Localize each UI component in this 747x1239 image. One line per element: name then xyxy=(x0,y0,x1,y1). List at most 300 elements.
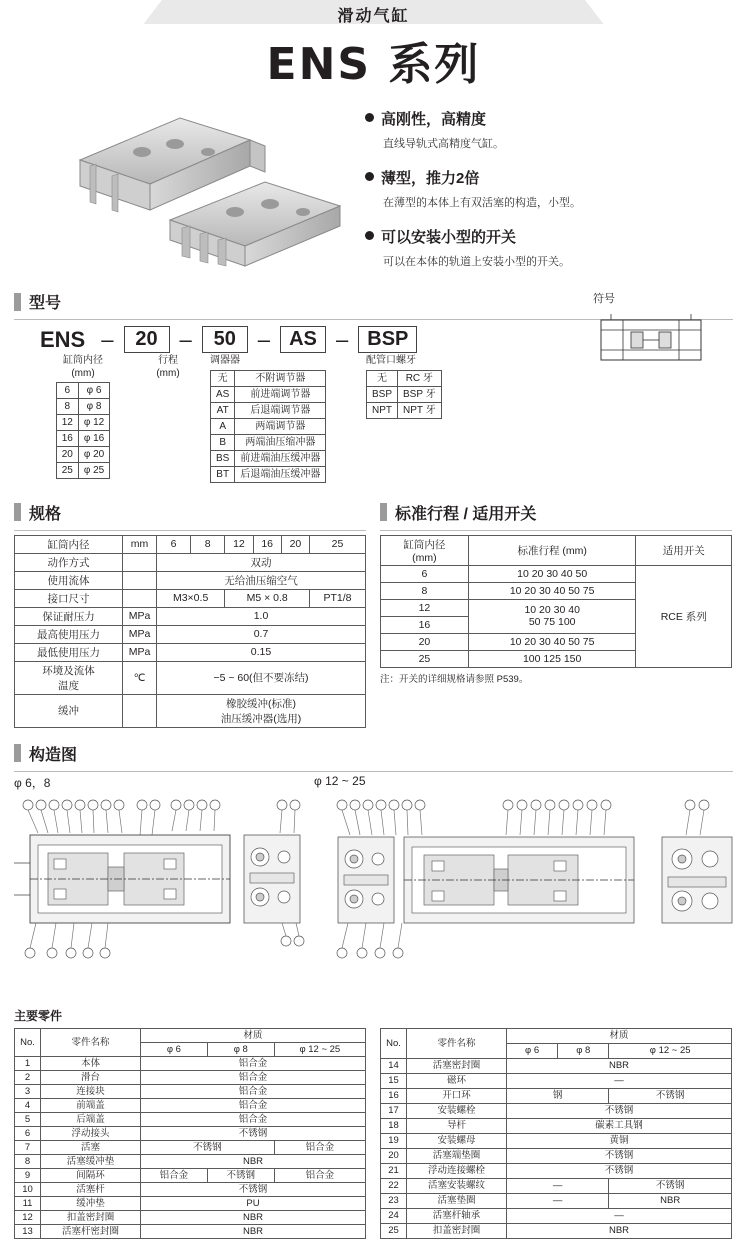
part-material: 不锈钢 xyxy=(507,1103,732,1118)
parts-row xyxy=(15,1070,366,1084)
dash: – xyxy=(179,326,192,352)
part-material: 铝合金 xyxy=(141,1168,208,1182)
stroke-bore: 6 xyxy=(381,565,469,582)
part-name: 浮动连接螺栓 xyxy=(407,1163,507,1178)
spec-value: 25 xyxy=(310,535,366,553)
adjuster-legend-head xyxy=(210,355,356,368)
bore-value: φ 20 xyxy=(78,447,109,463)
stroke-header-row xyxy=(381,535,732,565)
part-name: 活塞杆 xyxy=(41,1182,141,1196)
thread-table xyxy=(366,370,442,419)
part-no: 9 xyxy=(15,1168,41,1182)
adjuster-code: A xyxy=(211,418,235,434)
parts-header-row xyxy=(381,1028,732,1043)
part-no: 16 xyxy=(381,1088,407,1103)
thread-row xyxy=(367,386,442,402)
part-no: 7 xyxy=(15,1140,41,1154)
part-material: NBR xyxy=(141,1154,366,1168)
part-name: 活塞杆密封圈 xyxy=(41,1224,141,1238)
bore-code: 12 xyxy=(56,415,78,431)
spec-value: PT1/8 xyxy=(310,589,366,607)
bore-value: φ 12 xyxy=(78,415,109,431)
part-material: NBR xyxy=(507,1058,732,1073)
structure-drawings xyxy=(14,793,733,1003)
part-material: 不锈钢 xyxy=(609,1088,732,1103)
divider xyxy=(14,771,733,772)
stroke-legend-label: 行程 xyxy=(158,355,178,366)
part-name: 活塞安装螺纹 xyxy=(407,1178,507,1193)
bore-row xyxy=(56,399,110,415)
adjuster-row xyxy=(211,466,326,482)
part-name: 安装螺栓 xyxy=(407,1103,507,1118)
section-mark-icon xyxy=(14,503,21,521)
spec-label: 动作方式 xyxy=(15,553,123,571)
part-material: 铝合金 xyxy=(141,1070,366,1084)
spec-value: 6 xyxy=(157,535,191,553)
parts-row xyxy=(15,1140,366,1154)
adjuster-code: B xyxy=(211,434,235,450)
structure-heading-right: φ 12 ~ 25 xyxy=(314,773,366,788)
parts-row xyxy=(381,1163,732,1178)
parts-row xyxy=(15,1196,366,1210)
part-no: 21 xyxy=(381,1163,407,1178)
spec-section-title-text: 规格 xyxy=(29,505,62,523)
pneumatic-symbol-diagram xyxy=(593,310,713,370)
bore-value: φ 8 xyxy=(78,399,109,415)
part-name: 缓冲垫 xyxy=(41,1196,141,1210)
part-name: 扣盖密封圈 xyxy=(407,1223,507,1238)
part-no: 8 xyxy=(15,1154,41,1168)
feature-heading xyxy=(365,108,725,129)
adjuster-desc: 前进端油压缓冲器 xyxy=(235,450,326,466)
part-material: NBR xyxy=(507,1223,732,1238)
thread-legend-head xyxy=(366,355,476,368)
stroke-values: 10 20 30 40 50 75 xyxy=(468,633,636,650)
parts-header-name: 零件名称 xyxy=(41,1028,141,1056)
part-material: — xyxy=(507,1208,732,1223)
parts-row xyxy=(381,1178,732,1193)
part-no: 4 xyxy=(15,1098,41,1112)
part-name: 安装螺母 xyxy=(407,1133,507,1148)
part-no: 22 xyxy=(381,1178,407,1193)
feature-item xyxy=(365,167,725,210)
symbol-label: 符号 xyxy=(593,293,615,305)
adjuster-code: AT xyxy=(211,402,235,418)
stroke-bore: 25 xyxy=(381,650,469,667)
parts-row xyxy=(381,1103,732,1118)
part-material: PU xyxy=(141,1196,366,1210)
spec-unit: mm xyxy=(123,535,157,553)
parts-title: 主要零件 xyxy=(14,1008,63,1023)
part-no: 19 xyxy=(381,1133,407,1148)
adjuster-table xyxy=(210,370,326,483)
part-name: 导杆 xyxy=(407,1118,507,1133)
part-material: NBR xyxy=(141,1210,366,1224)
part-name: 连接块 xyxy=(41,1084,141,1098)
bore-code: 8 xyxy=(56,399,78,415)
spec-label: 保证耐压力 xyxy=(15,607,123,625)
spec-stroke-row xyxy=(0,495,747,728)
feature-item xyxy=(365,108,725,151)
part-material: — xyxy=(507,1193,609,1208)
feature-heading-text: 可以安装小型的开关 xyxy=(381,229,517,246)
structure-section-title xyxy=(14,742,733,765)
thread-code: NPT xyxy=(367,402,398,418)
spec-label: 最低使用压力 xyxy=(15,643,123,661)
feature-body: 在薄型的本体上有双活塞的构造，小型。 xyxy=(383,197,581,209)
parts-header-phi12: φ 12 ~ 25 xyxy=(274,1042,365,1056)
adjuster-legend-label: 调器器 xyxy=(210,355,240,366)
parts-row xyxy=(15,1168,366,1182)
spec-row xyxy=(15,694,366,727)
stroke-header-stroke: 标准行程 (mm) xyxy=(468,535,636,565)
model-section-title-text: 型号 xyxy=(29,295,62,312)
parts-header-phi8: φ 8 xyxy=(558,1043,609,1058)
adjuster-code: 无 xyxy=(211,370,235,386)
part-no: 24 xyxy=(381,1208,407,1223)
part-no: 10 xyxy=(15,1182,41,1196)
part-material: 不锈钢 xyxy=(141,1126,366,1140)
section-mark-icon xyxy=(380,503,387,521)
spec-value: 1.0 xyxy=(157,607,366,625)
spec-row xyxy=(15,661,366,694)
stroke-column xyxy=(380,499,732,728)
stroke-row xyxy=(381,565,732,582)
parts-row xyxy=(15,1056,366,1070)
spec-label: 缸筒内径 xyxy=(15,535,123,553)
spec-unit: MPa xyxy=(123,625,157,643)
parts-row xyxy=(381,1148,732,1163)
spec-value: 20 xyxy=(281,535,309,553)
spec-label: 环境及流体 温度 xyxy=(15,661,123,694)
stroke-bore: 20 xyxy=(381,633,469,650)
part-no: 2 xyxy=(15,1070,41,1084)
spec-value: 0.15 xyxy=(157,643,366,661)
part-no: 12 xyxy=(15,1210,41,1224)
parts-header-material: 材质 xyxy=(141,1028,366,1042)
stroke-bore: 16 xyxy=(381,616,469,633)
part-name: 活塞密封圈 xyxy=(407,1058,507,1073)
parts-header-row xyxy=(15,1028,366,1042)
part-no: 17 xyxy=(381,1103,407,1118)
adjuster-desc: 前进端调节器 xyxy=(235,386,326,402)
parts-header-phi8: φ 8 xyxy=(207,1042,274,1056)
structure-headings xyxy=(14,774,733,791)
thread-row xyxy=(367,370,442,386)
spec-label: 最高使用压力 xyxy=(15,625,123,643)
feature-heading-text: 薄型，推力2倍 xyxy=(381,170,480,187)
adjuster-desc: 两端调节器 xyxy=(235,418,326,434)
divider xyxy=(14,530,366,531)
model-bore-code: 20 xyxy=(124,326,170,353)
feature-body: 可以在本体的轨道上安装小型的开关。 xyxy=(383,256,570,268)
bore-value: φ 25 xyxy=(78,463,109,479)
bore-row xyxy=(56,383,110,399)
part-material: 铝合金 xyxy=(141,1084,366,1098)
part-no: 6 xyxy=(15,1126,41,1140)
part-material: 铝合金 xyxy=(274,1168,365,1182)
part-name: 本体 xyxy=(41,1056,141,1070)
part-material: 碳素工具钢 xyxy=(507,1118,732,1133)
part-material: NBR xyxy=(609,1193,732,1208)
model-thread-code: BSP xyxy=(358,326,417,353)
bore-value: φ 6 xyxy=(78,383,109,399)
adjuster-legend xyxy=(210,355,356,483)
spec-row xyxy=(15,553,366,571)
stroke-switch: RCE 系列 xyxy=(636,565,732,667)
spec-unit: MPa xyxy=(123,643,157,661)
thread-desc: NPT 牙 xyxy=(398,402,442,418)
part-material: 钢 xyxy=(507,1088,609,1103)
stroke-bore: 12 xyxy=(381,599,469,616)
parts-row xyxy=(381,1073,732,1088)
spec-value: 12 xyxy=(225,535,253,553)
part-name: 活塞缓冲垫 xyxy=(41,1154,141,1168)
spec-unit xyxy=(123,694,157,727)
parts-table-left xyxy=(14,1028,366,1239)
model-section xyxy=(0,284,747,483)
divider xyxy=(380,530,732,531)
feature-heading xyxy=(365,167,725,188)
part-name: 活塞端垫圈 xyxy=(407,1148,507,1163)
header-subtitle: 滑动气缸 xyxy=(337,8,410,25)
spec-row xyxy=(15,589,366,607)
spec-unit xyxy=(123,571,157,589)
spec-label: 缓冲 xyxy=(15,694,123,727)
part-material: 铝合金 xyxy=(141,1098,366,1112)
spec-value: −5 ~ 60(但不要冻结) xyxy=(157,661,366,694)
parts-row xyxy=(15,1182,366,1196)
feature-area xyxy=(0,94,747,284)
bore-value: φ 16 xyxy=(78,431,109,447)
part-no: 15 xyxy=(381,1073,407,1088)
parts-row xyxy=(381,1118,732,1133)
part-material: 不锈钢 xyxy=(507,1148,732,1163)
bullet-icon xyxy=(365,231,374,240)
parts-row xyxy=(381,1193,732,1208)
spec-value: 16 xyxy=(253,535,281,553)
structure-heading-left: φ 6，8 xyxy=(14,775,51,790)
adjuster-row xyxy=(211,418,326,434)
product-photo xyxy=(60,100,360,280)
part-name: 活塞杆轴承 xyxy=(407,1208,507,1223)
dash: – xyxy=(257,326,270,352)
part-material: 铝合金 xyxy=(141,1112,366,1126)
part-material: 铝合金 xyxy=(141,1056,366,1070)
bullet-icon xyxy=(365,172,374,181)
page-title: ENS 系列 xyxy=(266,39,481,90)
parts-row xyxy=(15,1210,366,1224)
part-no: 3 xyxy=(15,1084,41,1098)
part-no: 1 xyxy=(15,1056,41,1070)
part-material: 不锈钢 xyxy=(141,1182,366,1196)
part-name: 扣盖密封圈 xyxy=(41,1210,141,1224)
spec-value: M5 × 0.8 xyxy=(225,589,310,607)
stroke-values: 100 125 150 xyxy=(468,650,636,667)
stroke-legend xyxy=(136,355,200,382)
bore-legend-head xyxy=(40,355,126,380)
stroke-legend-head xyxy=(136,355,200,380)
thread-legend-label: 配管口螺牙 xyxy=(366,355,416,366)
bore-row xyxy=(56,463,110,479)
thread-desc: BSP 牙 xyxy=(398,386,442,402)
thread-code: 无 xyxy=(367,370,398,386)
part-no: 5 xyxy=(15,1112,41,1126)
spec-value: 橡胶缓冲(标准) 油压缓冲器(选用) xyxy=(157,694,366,727)
spec-row xyxy=(15,625,366,643)
parts-header-phi6: φ 6 xyxy=(141,1042,208,1056)
part-name: 前端盖 xyxy=(41,1098,141,1112)
adjuster-desc: 不附调节器 xyxy=(235,370,326,386)
spec-value: 0.7 xyxy=(157,625,366,643)
bore-code: 16 xyxy=(56,431,78,447)
parts-header-no: No. xyxy=(15,1028,41,1056)
parts-table-right xyxy=(380,1028,732,1239)
part-material: 不锈钢 xyxy=(141,1140,275,1154)
adjuster-row xyxy=(211,370,326,386)
parts-row xyxy=(15,1126,366,1140)
parts-row xyxy=(381,1058,732,1073)
bore-code: 25 xyxy=(56,463,78,479)
bore-code: 6 xyxy=(56,383,78,399)
spec-unit: ℃ xyxy=(123,661,157,694)
spec-section-title xyxy=(14,501,366,524)
spec-label: 接口尺寸 xyxy=(15,589,123,607)
stroke-bore: 8 xyxy=(381,582,469,599)
part-name: 磁环 xyxy=(407,1073,507,1088)
spec-value: 无给油压缩空气 xyxy=(157,571,366,589)
stroke-legend-unit: (mm) xyxy=(156,367,180,379)
adjuster-desc: 后退端油压缓冲器 xyxy=(235,466,326,482)
bore-code: 20 xyxy=(56,447,78,463)
spec-row xyxy=(15,535,366,553)
bore-row xyxy=(56,415,110,431)
feature-item xyxy=(365,226,725,269)
spec-label: 使用流体 xyxy=(15,571,123,589)
spec-unit xyxy=(123,553,157,571)
adjuster-row xyxy=(211,402,326,418)
thread-desc: RC 牙 xyxy=(398,370,442,386)
spec-row xyxy=(15,643,366,661)
model-stroke-code: 50 xyxy=(202,326,248,353)
bullet-icon xyxy=(365,113,374,122)
bore-row xyxy=(56,447,110,463)
parts-header-material: 材质 xyxy=(507,1028,732,1043)
spec-table xyxy=(14,535,366,728)
part-no: 25 xyxy=(381,1223,407,1238)
spec-value: 双动 xyxy=(157,553,366,571)
dash: – xyxy=(101,326,114,352)
part-material: — xyxy=(507,1178,609,1193)
bore-legend-label: 缸筒内径 xyxy=(63,355,103,366)
parts-row xyxy=(15,1112,366,1126)
page-header xyxy=(0,0,747,92)
feature-heading-text: 高刚性，高精度 xyxy=(381,111,487,128)
feature-heading xyxy=(365,226,725,247)
spec-value: M3×0.5 xyxy=(157,589,225,607)
part-name: 滑台 xyxy=(41,1070,141,1084)
parts-row xyxy=(15,1098,366,1112)
structure-section-title-text: 构造图 xyxy=(29,746,78,764)
stroke-values: 10 20 30 40 50 xyxy=(468,565,636,582)
thread-legend xyxy=(366,355,476,419)
parts-header-no: No. xyxy=(381,1028,407,1058)
thread-row xyxy=(367,402,442,418)
model-series-name: ENS xyxy=(40,326,86,352)
part-no: 14 xyxy=(381,1058,407,1073)
part-material: — xyxy=(507,1073,732,1088)
adjuster-desc: 两端油压缩冲器 xyxy=(235,434,326,450)
part-no: 11 xyxy=(15,1196,41,1210)
part-material: 不锈钢 xyxy=(609,1178,732,1193)
part-name: 后端盖 xyxy=(41,1112,141,1126)
bore-table xyxy=(56,382,111,479)
stroke-section-title xyxy=(380,501,732,524)
stroke-header-switch: 适用开关 xyxy=(636,535,732,565)
part-material: 黄铜 xyxy=(507,1133,732,1148)
bore-row xyxy=(56,431,110,447)
model-legend xyxy=(40,355,733,483)
adjuster-row xyxy=(211,386,326,402)
adjuster-code: BT xyxy=(211,466,235,482)
stroke-values: 10 20 30 40 50 75 xyxy=(468,582,636,599)
part-material: 铝合金 xyxy=(274,1140,365,1154)
spec-unit: MPa xyxy=(123,607,157,625)
adjuster-row xyxy=(211,434,326,450)
adjuster-code: BS xyxy=(211,450,235,466)
bore-legend xyxy=(40,355,126,479)
parts-row xyxy=(381,1088,732,1103)
part-material: 不锈钢 xyxy=(507,1163,732,1178)
feature-body: 直线导轨式高精度气缸。 xyxy=(383,138,504,150)
part-name: 浮动接头 xyxy=(41,1126,141,1140)
adjuster-row xyxy=(211,450,326,466)
stroke-note: 注：开关的详细规格请参照 P539。 xyxy=(380,673,529,685)
spec-unit xyxy=(123,589,157,607)
section-mark-icon xyxy=(14,293,21,311)
parts-row xyxy=(381,1223,732,1238)
part-material: 不锈钢 xyxy=(207,1168,274,1182)
adjuster-code: AS xyxy=(211,386,235,402)
feature-list xyxy=(365,108,725,285)
parts-row xyxy=(381,1208,732,1223)
part-name: 间隔环 xyxy=(41,1168,141,1182)
stroke-values: 10 20 30 40 50 75 100 xyxy=(468,599,636,633)
thread-code: BSP xyxy=(367,386,398,402)
parts-row xyxy=(15,1224,366,1238)
spec-row xyxy=(15,607,366,625)
adjuster-desc: 后退端调节器 xyxy=(235,402,326,418)
stroke-table xyxy=(380,535,732,668)
spec-row xyxy=(15,571,366,589)
model-adjuster-code: AS xyxy=(280,326,326,353)
parts-row xyxy=(381,1133,732,1148)
section-mark-icon xyxy=(14,744,21,762)
part-name: 开口环 xyxy=(407,1088,507,1103)
spec-value: 8 xyxy=(191,535,225,553)
parts-header-phi6: φ 6 xyxy=(507,1043,558,1058)
structure-section xyxy=(0,736,747,1239)
part-no: 23 xyxy=(381,1193,407,1208)
part-name: 活塞 xyxy=(41,1140,141,1154)
part-name: 活塞垫圈 xyxy=(407,1193,507,1208)
parts-row xyxy=(15,1084,366,1098)
parts-row xyxy=(15,1154,366,1168)
parts-header-name: 零件名称 xyxy=(407,1028,507,1058)
part-no: 18 xyxy=(381,1118,407,1133)
parts-tables xyxy=(14,1028,733,1239)
stroke-header-bore: 缸筒内径 (mm) xyxy=(381,535,469,565)
